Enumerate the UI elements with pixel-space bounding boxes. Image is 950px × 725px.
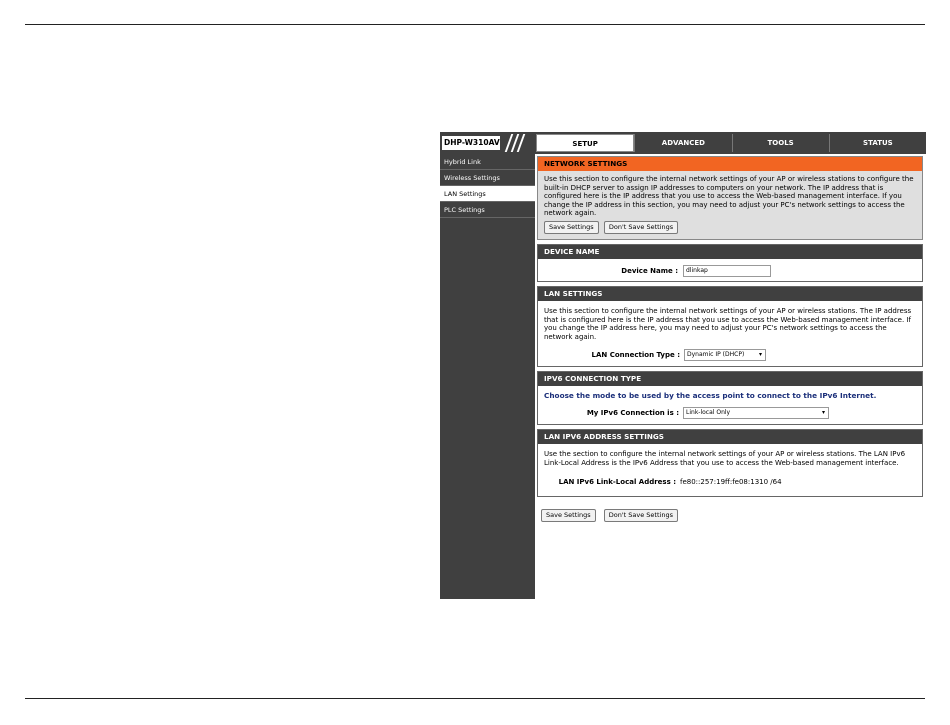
lan-ipv6-section [537,429,923,497]
lan-settings-title: LAN SETTINGS [538,287,922,301]
header-bar [440,132,926,154]
network-settings-title: NETWORK SETTINGS [538,157,922,171]
bottom-buttons [537,501,923,522]
ipv6-connection-label: My IPv6 Connection is : [586,408,679,417]
chevron-down-icon: ▾ [821,408,825,416]
logo [442,134,536,152]
lan-connection-type-label: LAN Connection Type : [591,351,680,360]
lan-ipv6-description: Use the section to configure the internal network settings of your AP or wireless stations. The LAN IPv6 Link-Local Address is the IPv6 Address that you use to access the Web-based management interface. [544,449,906,467]
device-name-input[interactable]: dlinkap [683,265,771,277]
sidebar-item-hybrid-link[interactable]: Hybrid Link [440,154,535,170]
top-rule [25,24,925,25]
dont-save-settings-button[interactable]: Don't Save Settings [604,221,678,234]
device-name-title: DEVICE NAME [538,245,922,259]
lan-ipv6-address-label: LAN IPv6 Link-Local Address : [558,478,676,487]
lan-settings-description: Use this section to configure the internal network settings of your AP or wireless stations. The IP address that is configured here is the IP address that you use to access the Web-based management interface. If you change the IP address here, you may need to adjust your PC's network settings to access the network again. [544,306,912,341]
sidebar-item-plc-settings[interactable]: PLC Settings [440,202,535,218]
bottom-save-settings-button[interactable]: Save Settings [541,509,596,522]
tab-advanced[interactable]: ADVANCED [634,134,731,152]
sidebar [440,154,535,599]
ipv6-connection-section [537,371,923,425]
tab-tools[interactable]: TOOLS [732,134,829,152]
chevron-down-icon: ▾ [758,351,762,359]
network-settings-description: Use this section to configure the internal network settings of your AP or wireless stations to configure the built-in DHCP server to assign IP addresses to computers on your network. The IP address that is configured here is the IP address that you use to access the Web-based management interface. If you change the IP address in this section, you may need to adjust your PC's network settings to access the network again. [544,175,914,218]
ipv6-connection-select[interactable] [683,407,829,419]
ipv6-connection-value: Link-local Only [686,408,731,416]
tab-setup[interactable]: SETUP [536,134,634,152]
sidebar-item-wireless-settings[interactable]: Wireless Settings [440,170,535,186]
logo-text: DHP-W310AV [442,136,500,150]
ipv6-connection-title: IPV6 CONNECTION TYPE [538,372,922,386]
tab-status[interactable]: STATUS [829,134,926,152]
lan-connection-type-value: Dynamic IP (DHCP) [687,351,745,359]
device-name-label: Device Name : [621,266,678,275]
main-tabs [536,134,926,152]
lan-ipv6-title: LAN IPV6 ADDRESS SETTINGS [538,430,922,444]
main-content [537,156,923,522]
sidebar-item-lan-settings[interactable]: LAN Settings [440,186,535,202]
device-name-section [537,244,923,282]
lan-connection-type-select[interactable] [684,349,766,361]
save-settings-button[interactable]: Save Settings [544,221,599,234]
bottom-dont-save-settings-button[interactable]: Don't Save Settings [604,509,678,522]
lan-settings-section [537,286,923,367]
router-admin-ui [440,132,926,599]
bottom-rule [25,698,925,699]
network-settings-section [537,156,923,240]
ipv6-connection-prompt: Choose the mode to be used by the access point to connect to the IPv6 Internet. [544,391,877,401]
lan-ipv6-address-value: fe80::257:19ff:fe08:1310 /64 [680,478,782,487]
